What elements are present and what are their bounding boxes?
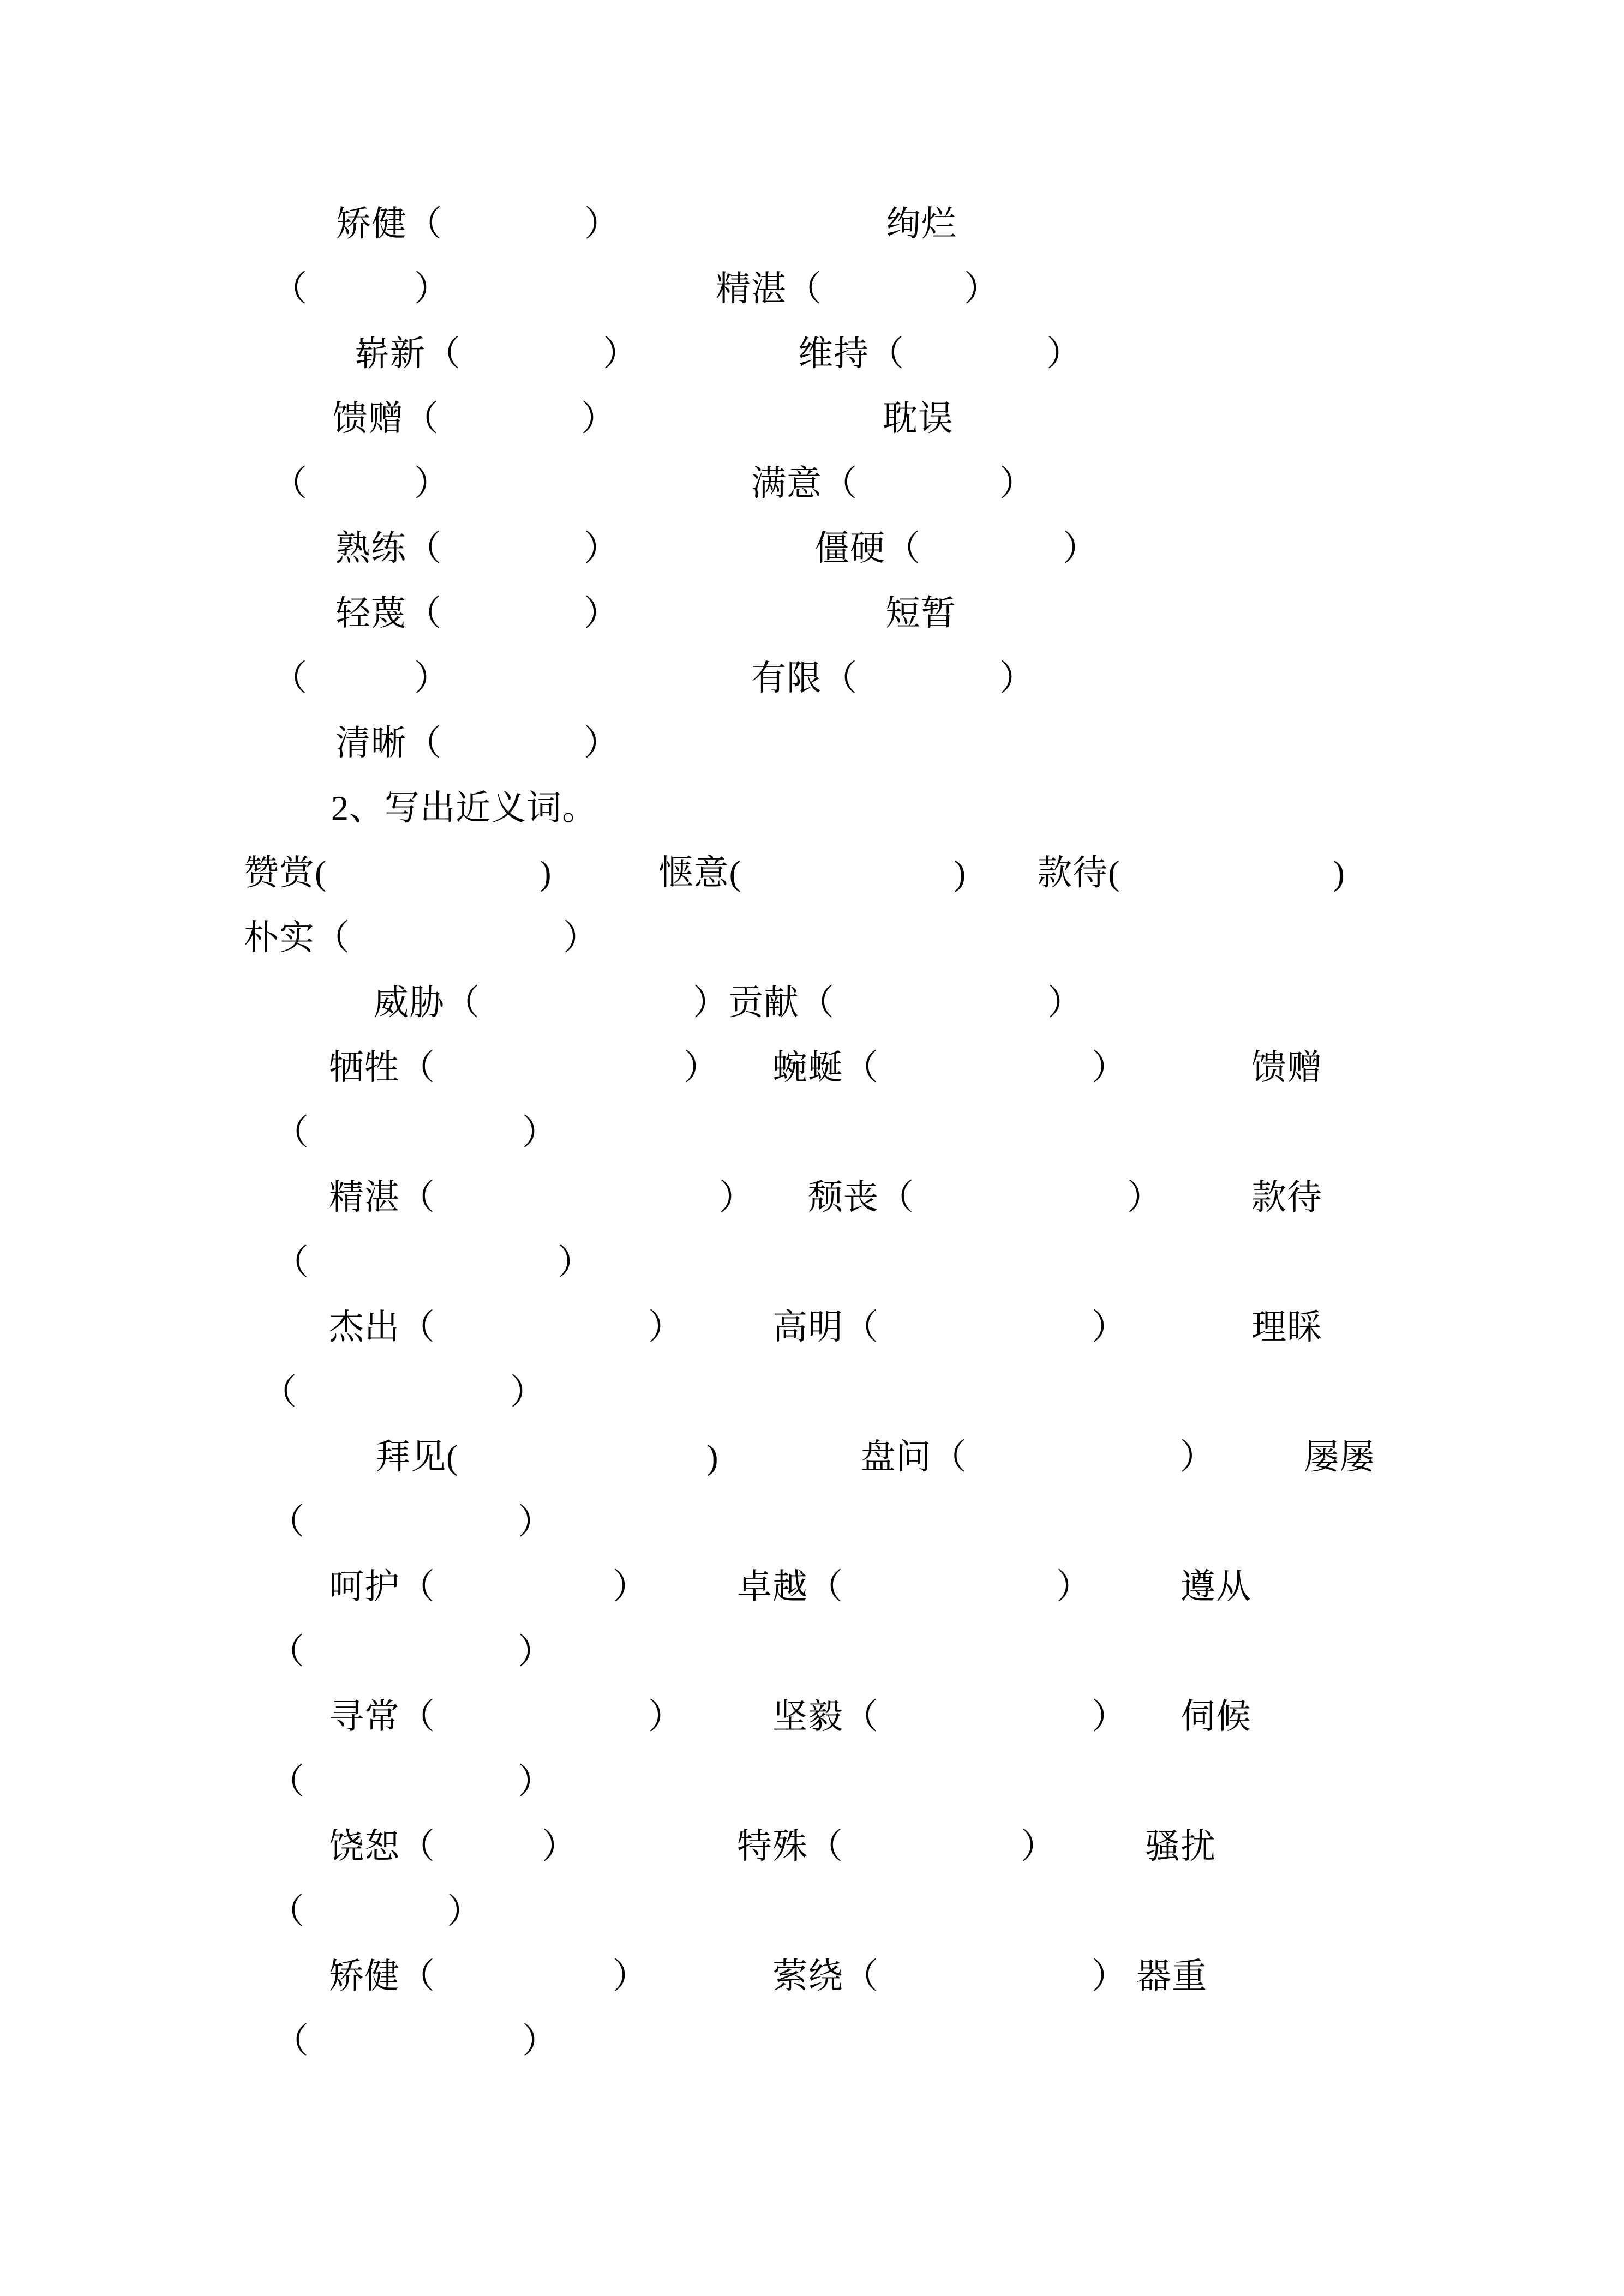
- word-pair-line: 清晰（ ）: [335, 724, 619, 762]
- section-2-heading: 2、写出近义词。: [331, 789, 597, 827]
- word-pair-line: 矫健（ ） 绚烂: [336, 205, 957, 243]
- synonym-line: 精湛（ ） 颓丧（ ） 款待: [329, 1178, 1322, 1217]
- synonym-line: 杰出（ ） 高明（ ） 理睬: [329, 1308, 1322, 1347]
- synonym-line: （ ）: [269, 1502, 553, 1541]
- synonym-line: 牺牲（ ） 蜿蜒（ ） 馈赠: [329, 1048, 1322, 1087]
- word-pair-line: （ ） 满意（ ）: [272, 464, 1035, 503]
- synonym-line: 赞赏( ) 惬意( ) 款待( ): [244, 854, 1345, 892]
- synonym-line: 朴实（ ）: [244, 918, 598, 957]
- synonym-line: （ ）: [274, 1243, 593, 1282]
- synonym-line: （ ）: [269, 1632, 553, 1671]
- synonym-line: （ ）: [269, 1762, 553, 1801]
- word-pair-line: （ ） 有限（ ）: [272, 659, 1035, 698]
- word-pair-line: 馈赠（ ） 耽误: [333, 399, 954, 438]
- synonym-line: 呵护（ ） 卓越（ ） 遵从: [329, 1567, 1251, 1606]
- synonym-line: 寻常（ ） 坚毅（ ） 伺候: [329, 1697, 1251, 1736]
- word-pair-line: 轻蔑（ ） 短暂: [335, 594, 956, 633]
- synonym-line: （ ）: [269, 1892, 482, 1931]
- synonym-line: （ ）: [274, 2022, 558, 2060]
- synonym-line: （ ）: [262, 1373, 546, 1411]
- synonym-line: 威胁（ ）贡献（ ）: [374, 983, 1083, 1022]
- synonym-line: （ ）: [274, 1113, 558, 1152]
- synonym-line: 饶恕（ ） 特殊（ ） 骚扰: [329, 1827, 1216, 1866]
- synonym-line: 拜见( ) 盘问（ ） 屡屡: [375, 1438, 1375, 1476]
- word-pair-line: 崭新（ ） 维持（ ）: [355, 334, 1082, 373]
- synonym-line: 矫健（ ） 萦绕（ ） 器重: [329, 1957, 1207, 1996]
- word-pair-line: 熟练（ ） 僵硬（ ）: [335, 529, 1098, 568]
- word-pair-line: （ ） 精湛（ ）: [272, 269, 999, 308]
